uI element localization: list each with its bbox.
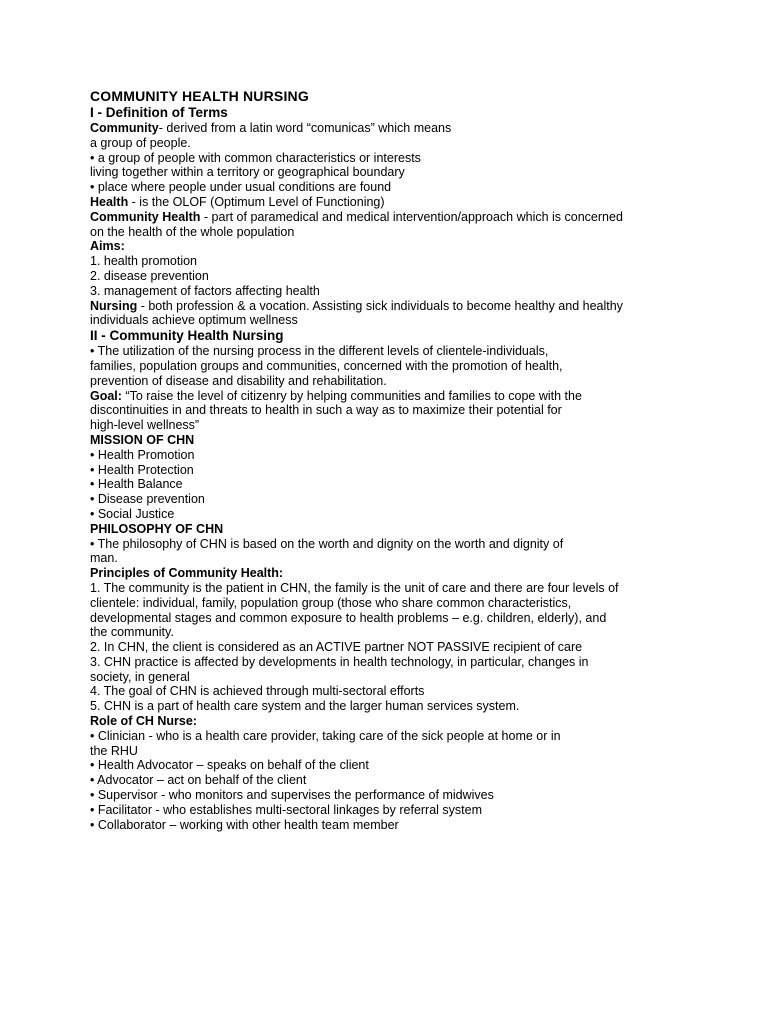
text-segment: • Collaborator – working with other health team member	[90, 817, 399, 832]
text-segment: 1. The community is the patient in CHN, the family is the unit of care and there are four levels of	[90, 580, 619, 595]
text-line	[90, 625, 730, 640]
text-segment: • Social Justice	[90, 506, 175, 521]
text-line	[90, 640, 730, 655]
text-segment: 3. management of factors affecting health	[90, 283, 320, 298]
text-line	[90, 537, 730, 552]
text-segment: man.	[90, 551, 118, 566]
text-line	[90, 581, 730, 596]
text-line	[90, 655, 730, 670]
text-line	[90, 136, 730, 151]
text-segment-bold: COMMUNITY HEALTH NURSING	[90, 88, 309, 104]
text-line	[90, 448, 730, 463]
document-content	[90, 88, 730, 832]
text-line	[90, 121, 730, 136]
text-segment: 2. disease prevention	[90, 268, 209, 283]
text-segment: - derived from a latin word “comunicas” which means	[158, 121, 452, 135]
text-line	[90, 566, 730, 581]
text-line	[90, 313, 730, 328]
text-line	[90, 210, 730, 225]
text-segment: 1. health promotion	[90, 254, 198, 269]
text-line	[90, 284, 730, 299]
text-segment-bold: MISSION OF CHN	[90, 432, 195, 447]
text-segment: clientele: individual, family, population group (those who share common characteristics,	[90, 595, 572, 610]
text-segment-bold: Nursing	[90, 298, 138, 313]
text-line	[90, 714, 730, 729]
text-line	[90, 269, 730, 284]
text-segment-bold: Aims:	[90, 239, 125, 254]
text-line	[90, 225, 730, 240]
text-line	[90, 433, 730, 448]
text-segment: • Health Advocator – speaks on behalf of the client	[90, 758, 369, 773]
text-segment: - both profession & a vocation. Assisting sick individuals to become healthy and healthy	[137, 298, 623, 313]
text-line	[90, 522, 730, 537]
text-line	[90, 758, 730, 773]
text-segment: • Clinician - who is a health care provider, taking care of the sick people at home or in	[90, 728, 561, 743]
text-segment-bold: Goal:	[90, 388, 122, 403]
text-line	[90, 239, 730, 254]
text-line	[90, 463, 730, 478]
text-segment-bold: Community Health	[90, 209, 201, 224]
text-line	[90, 299, 730, 314]
text-line	[90, 744, 730, 759]
text-segment-bold: Community	[90, 121, 159, 135]
text-segment-bold: Principles of Community Health:	[90, 566, 284, 581]
text-line	[90, 418, 730, 433]
text-segment: individuals achieve optimum wellness	[90, 313, 298, 328]
text-segment: the RHU	[90, 743, 138, 758]
text-line	[90, 729, 730, 744]
text-segment-bold: I - Definition of Terms	[90, 105, 228, 120]
text-line	[90, 670, 730, 685]
text-segment: • Facilitator - who establishes multi-sectoral linkages by referral system	[90, 802, 483, 817]
text-segment: prevention of disease and disability and rehabilitation.	[90, 373, 387, 388]
text-segment: discontinuities in and threats to health in such a way as to maximize their potential for	[90, 403, 562, 418]
text-segment: - is the OLOF (Optimum Level of Functioning)	[128, 194, 385, 209]
text-segment: 5. CHN is a part of health care system and the larger human services system.	[90, 699, 520, 714]
text-segment: living together within a territory or geographical boundary	[90, 165, 405, 180]
text-segment: 2. In CHN, the client is considered as an ACTIVE partner NOT PASSIVE recipient of care	[90, 640, 583, 655]
text-segment: • place where people under usual conditions are found	[90, 180, 392, 195]
text-line	[90, 507, 730, 522]
text-line	[90, 374, 730, 389]
text-segment: the community.	[90, 625, 174, 640]
section-heading	[90, 105, 730, 121]
text-segment-bold: PHILOSOPHY OF CHN	[90, 521, 224, 536]
text-segment: 4. The goal of CHN is achieved through multi-sectoral efforts	[90, 684, 425, 699]
text-line	[90, 611, 730, 626]
text-line	[90, 389, 730, 404]
text-line	[90, 403, 730, 418]
text-segment: “To raise the level of citizenry by helping communities and families to cope with the	[121, 388, 582, 403]
text-line	[90, 165, 730, 180]
text-segment: families, population groups and communities, concerned with the promotion of health,	[90, 358, 563, 373]
text-segment: a group of people.	[90, 135, 191, 150]
text-line	[90, 699, 730, 714]
text-segment: developmental stages and common exposure to health problems – e.g. children, elderly), and	[90, 610, 607, 625]
text-line	[90, 551, 730, 566]
text-line	[90, 803, 730, 818]
text-segment: - part of paramedical and medical intervention/approach which is concerned	[200, 209, 623, 224]
text-segment: high-level wellness”	[90, 418, 200, 433]
text-segment: • Advocator – act on behalf of the client	[90, 773, 307, 788]
text-line	[90, 773, 730, 788]
text-line	[90, 477, 730, 492]
text-line	[90, 492, 730, 507]
text-segment-bold: Role of CH Nurse:	[90, 714, 197, 729]
text-line	[90, 359, 730, 374]
text-segment-bold: II - Community Health Nursing	[90, 328, 284, 344]
text-segment: society, in general	[90, 669, 190, 684]
text-segment: • Health Protection	[90, 462, 194, 477]
text-line	[90, 788, 730, 803]
text-segment-bold: Health	[90, 194, 129, 209]
text-segment: • Health Promotion	[90, 447, 195, 462]
text-segment: • The utilization of the nursing process in the different levels of clientele-individuals,	[90, 344, 549, 359]
text-line	[90, 180, 730, 195]
text-segment: • Disease prevention	[90, 492, 205, 507]
text-line	[90, 818, 730, 833]
document-title	[90, 88, 730, 105]
text-line	[90, 254, 730, 269]
text-segment: • a group of people with common characteristics or interests	[90, 150, 421, 165]
section-heading	[90, 328, 730, 344]
text-line	[90, 195, 730, 210]
text-segment: 3. CHN practice is affected by developments in health technology, in particular, changes in	[90, 654, 589, 669]
text-line	[90, 344, 730, 359]
text-segment: • Health Balance	[90, 477, 183, 492]
text-line	[90, 684, 730, 699]
text-line	[90, 596, 730, 611]
text-segment: on the health of the whole population	[90, 224, 295, 239]
text-segment: • The philosophy of CHN is based on the worth and dignity on the worth and dignity of	[90, 536, 564, 551]
text-segment: • Supervisor - who monitors and supervises the performance of midwives	[90, 788, 494, 803]
text-line	[90, 151, 730, 166]
